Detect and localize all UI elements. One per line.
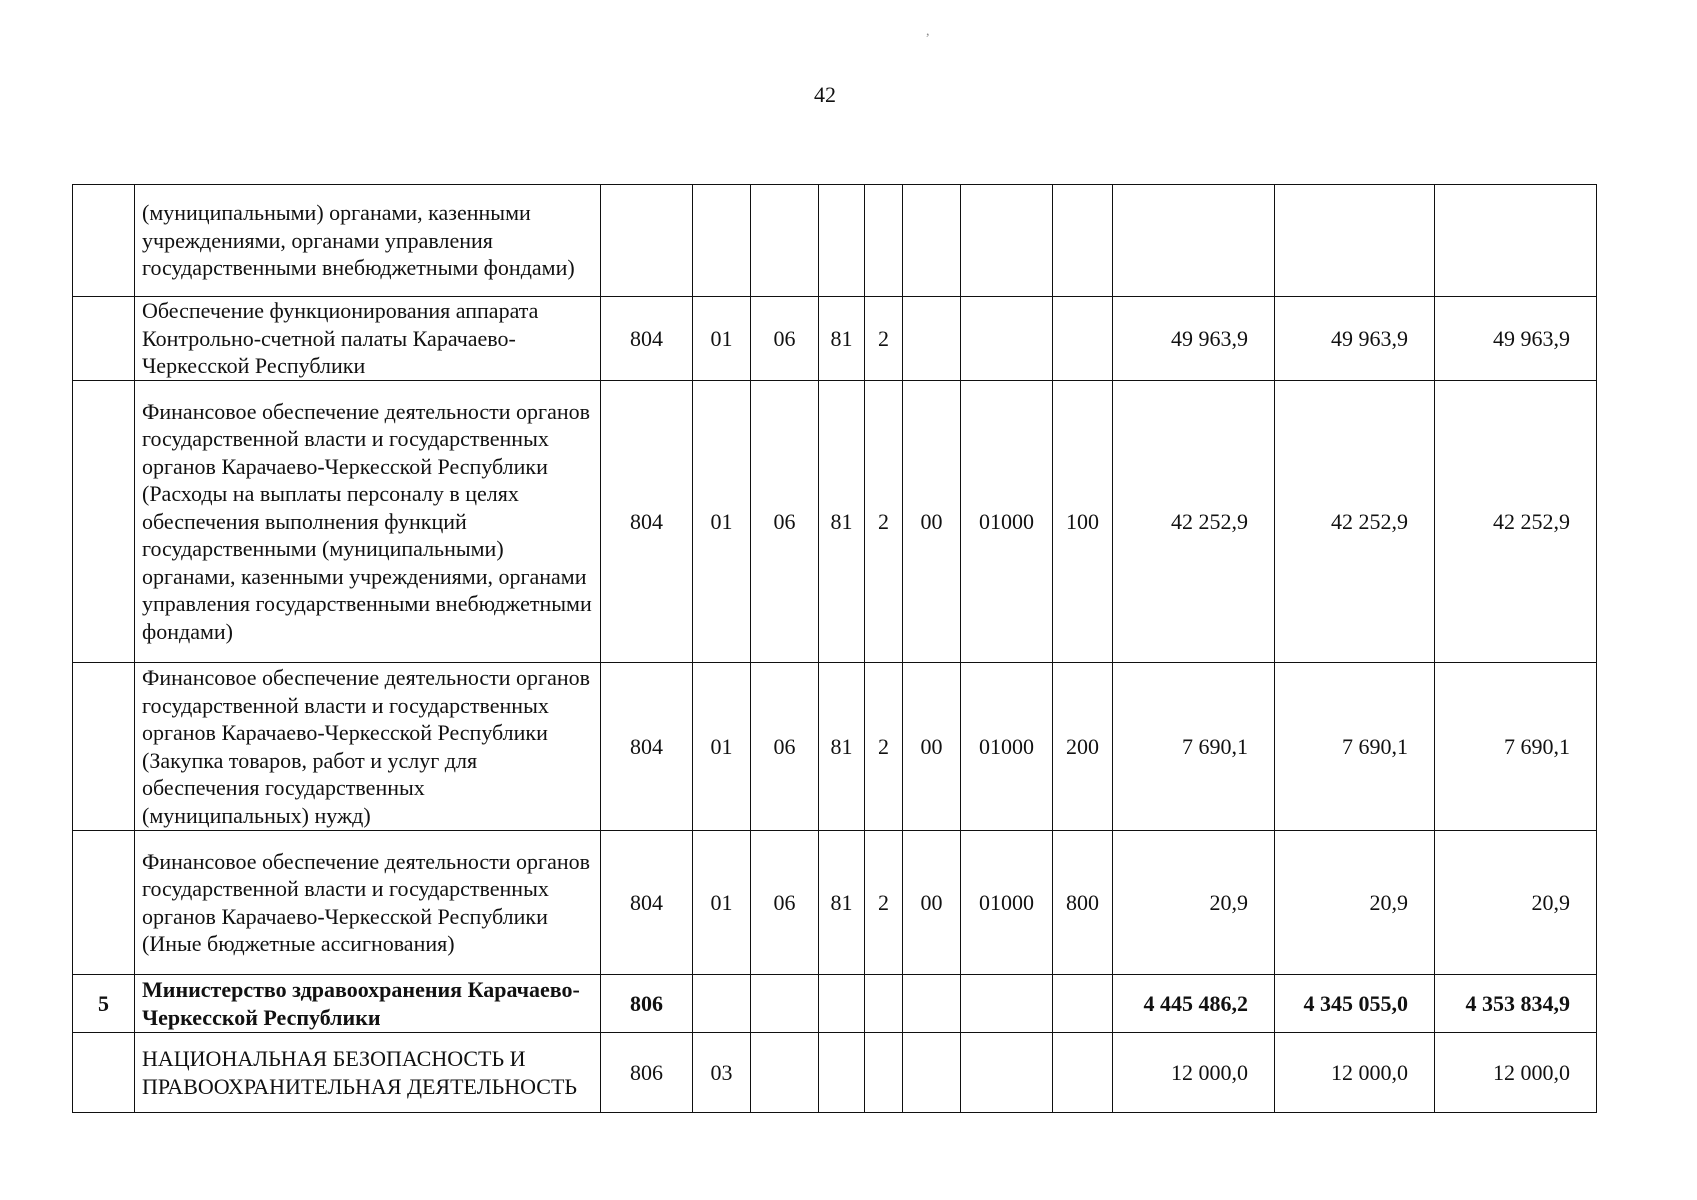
- amount-year1-cell: 49 963,9: [1113, 297, 1275, 381]
- expense-type-cell: [1053, 1033, 1113, 1113]
- item-name-cell: Финансовое обеспечение деятельности органов государственной власти и государственных органов Карачаево-Черкесской Республики (Закупка товаров, работ и услуг для обеспечения государственных (муниципальных) нужд): [135, 663, 601, 831]
- amount-year2-cell: 7 690,1: [1275, 663, 1435, 831]
- subsection-code-cell: [751, 185, 819, 297]
- ministry-code-cell: 804: [601, 831, 693, 975]
- section-code-cell: 01: [693, 831, 751, 975]
- activity-code-cell: [903, 185, 961, 297]
- table-row: [73, 1033, 1597, 1113]
- amount-year1-cell: 7 690,1: [1113, 663, 1275, 831]
- amount-year3-cell: 20,9: [1435, 831, 1597, 975]
- subprogram-code-cell: 2: [865, 381, 903, 663]
- section-code-cell: 01: [693, 381, 751, 663]
- table-row: [73, 663, 1597, 831]
- ministry-code-cell: 804: [601, 297, 693, 381]
- item-name-cell: Финансовое обеспечение деятельности органов государственной власти и государственных органов Карачаево-Черкесской Республики (Расходы на выплаты персоналу в целях обеспечения выполнения функций государственными (муниципальными) органами, казенными учреждениями, органами управления государственными внебюджетными фондами): [135, 381, 601, 663]
- amount-year3-cell: 42 252,9: [1435, 381, 1597, 663]
- program-code-cell: 81: [819, 297, 865, 381]
- table-row: [73, 297, 1597, 381]
- direction-code-cell: [961, 1033, 1053, 1113]
- subsection-code-cell: [751, 1033, 819, 1113]
- ministry-code-cell: 804: [601, 381, 693, 663]
- section-code-cell: 01: [693, 663, 751, 831]
- table-row: [73, 381, 1597, 663]
- budget-table: [72, 184, 1597, 1113]
- amount-year3-cell: 12 000,0: [1435, 1033, 1597, 1113]
- amount-year2-cell: 42 252,9: [1275, 381, 1435, 663]
- item-name-cell: НАЦИОНАЛЬНАЯ БЕЗОПАСНОСТЬ И ПРАВООХРАНИТЕЛЬНАЯ ДЕЯТЕЛЬНОСТЬ: [135, 1033, 601, 1113]
- program-code-cell: 81: [819, 663, 865, 831]
- amount-year2-cell: 4 345 055,0: [1275, 975, 1435, 1033]
- subsection-code-cell: 06: [751, 831, 819, 975]
- activity-code-cell: 00: [903, 663, 961, 831]
- ministry-code-cell: [601, 185, 693, 297]
- expense-type-cell: 200: [1053, 663, 1113, 831]
- table-row: [73, 831, 1597, 975]
- amount-year2-cell: 12 000,0: [1275, 1033, 1435, 1113]
- amount-year1-cell: 42 252,9: [1113, 381, 1275, 663]
- direction-code-cell: [961, 975, 1053, 1033]
- program-code-cell: 81: [819, 381, 865, 663]
- item-name-cell: Министерство здравоохранения Карачаево-Черкесской Республики: [135, 975, 601, 1033]
- subprogram-code-cell: 2: [865, 297, 903, 381]
- item-name-cell: (муниципальными) органами, казенными учреждениями, органами управления государственными внебюджетными фондами): [135, 185, 601, 297]
- table-row: [73, 185, 1597, 297]
- subsection-code-cell: 06: [751, 663, 819, 831]
- activity-code-cell: 00: [903, 831, 961, 975]
- amount-year3-cell: 49 963,9: [1435, 297, 1597, 381]
- subsection-code-cell: 06: [751, 381, 819, 663]
- item-name-cell: Финансовое обеспечение деятельности органов государственной власти и государственных органов Карачаево-Черкесской Республики (Иные бюджетные ассигнования): [135, 831, 601, 975]
- subprogram-code-cell: 2: [865, 663, 903, 831]
- expense-type-cell: [1053, 185, 1113, 297]
- program-code-cell: [819, 1033, 865, 1113]
- program-code-cell: [819, 975, 865, 1033]
- section-code-cell: 01: [693, 297, 751, 381]
- row-number-cell: 5: [73, 975, 135, 1033]
- activity-code-cell: [903, 975, 961, 1033]
- expense-type-cell: [1053, 297, 1113, 381]
- amount-year2-cell: 20,9: [1275, 831, 1435, 975]
- section-code-cell: [693, 975, 751, 1033]
- ministry-code-cell: 806: [601, 1033, 693, 1113]
- row-number-cell: [73, 663, 135, 831]
- expense-type-cell: [1053, 975, 1113, 1033]
- activity-code-cell: [903, 1033, 961, 1113]
- page-number: 42: [814, 82, 836, 107]
- activity-code-cell: [903, 297, 961, 381]
- subsection-code-cell: 06: [751, 297, 819, 381]
- amount-year1-cell: 4 445 486,2: [1113, 975, 1275, 1033]
- row-number-cell: [73, 185, 135, 297]
- expense-type-cell: 800: [1053, 831, 1113, 975]
- subprogram-code-cell: [865, 1033, 903, 1113]
- amount-year1-cell: [1113, 185, 1275, 297]
- table-row: [73, 975, 1597, 1033]
- item-name-cell: Обеспечение функционирования аппарата Контрольно-счетной палаты Карачаево-Черкесской Республики: [135, 297, 601, 381]
- subprogram-code-cell: [865, 975, 903, 1033]
- direction-code-cell: 01000: [961, 381, 1053, 663]
- expense-type-cell: 100: [1053, 381, 1113, 663]
- subprogram-code-cell: [865, 185, 903, 297]
- ministry-code-cell: 806: [601, 975, 693, 1033]
- row-number-cell: [73, 381, 135, 663]
- row-number-cell: [73, 1033, 135, 1113]
- section-code-cell: [693, 185, 751, 297]
- direction-code-cell: 01000: [961, 663, 1053, 831]
- scan-mark: ,: [926, 24, 930, 39]
- activity-code-cell: 00: [903, 381, 961, 663]
- subsection-code-cell: [751, 975, 819, 1033]
- amount-year2-cell: 49 963,9: [1275, 297, 1435, 381]
- program-code-cell: 81: [819, 831, 865, 975]
- ministry-code-cell: 804: [601, 663, 693, 831]
- section-code-cell: 03: [693, 1033, 751, 1113]
- amount-year1-cell: 12 000,0: [1113, 1033, 1275, 1113]
- subprogram-code-cell: 2: [865, 831, 903, 975]
- amount-year2-cell: [1275, 185, 1435, 297]
- amount-year3-cell: 4 353 834,9: [1435, 975, 1597, 1033]
- direction-code-cell: [961, 297, 1053, 381]
- row-number-cell: [73, 297, 135, 381]
- amount-year3-cell: [1435, 185, 1597, 297]
- direction-code-cell: 01000: [961, 831, 1053, 975]
- row-number-cell: [73, 831, 135, 975]
- amount-year1-cell: 20,9: [1113, 831, 1275, 975]
- direction-code-cell: [961, 185, 1053, 297]
- program-code-cell: [819, 185, 865, 297]
- amount-year3-cell: 7 690,1: [1435, 663, 1597, 831]
